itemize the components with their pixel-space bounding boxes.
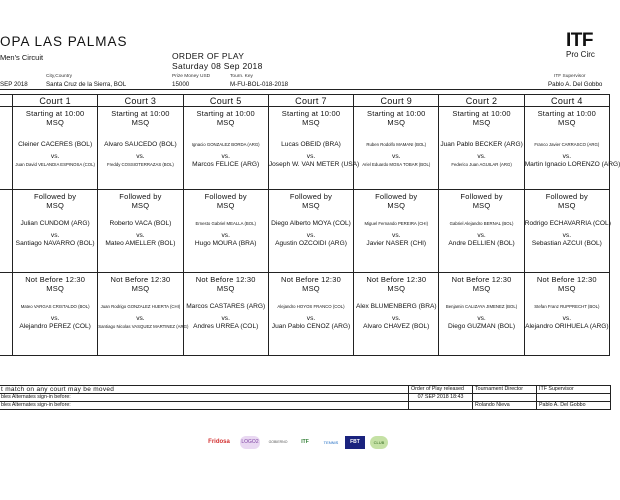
footer-supervisor-value: Pablo A. Del Gobbo	[537, 402, 611, 410]
player-two: Diego GUZMAN (BOL)	[448, 323, 516, 330]
director-value: Rolando Nieva	[473, 402, 537, 410]
match-cell	[13, 273, 98, 356]
match-time: Followed by	[375, 192, 418, 201]
player-one: Franco Javier CARRASCO (ARG)	[534, 142, 600, 147]
sponsor-logo: Fridosa	[205, 436, 233, 449]
match-event: MSQ	[216, 118, 235, 127]
match-cell	[13, 190, 98, 273]
player-two: Hugo MOURA (BRA)	[194, 240, 257, 247]
match-event: MSQ	[558, 284, 576, 293]
row-number	[0, 107, 13, 190]
match-time: Not Before 12:30	[281, 275, 341, 284]
match-cell	[354, 190, 439, 273]
match-time: Followed by	[34, 192, 77, 201]
match-time: Starting at 10:00	[281, 109, 341, 118]
row-number	[0, 190, 13, 273]
versus-label: vs.	[477, 232, 486, 239]
match-cell	[354, 107, 439, 190]
player-one: Julian CUNDOM (ARG)	[20, 220, 90, 227]
player-two: Marcos FELICE (ARG)	[192, 161, 260, 168]
match-cell	[98, 273, 189, 356]
player-one: Juan Pablo BECKER (ARG)	[440, 141, 523, 148]
versus-label: vs.	[221, 232, 230, 239]
alternates-line-1: bles Alternates sign-in before:	[0, 394, 409, 402]
match-time: Not Before 12:30	[536, 275, 597, 284]
match-event: MSQ	[472, 201, 491, 210]
city-value: Santa Cruz de la Sierra, BOL	[46, 81, 127, 88]
player-two: Freddy COSSIOTERRAZAS (BOL)	[106, 162, 174, 167]
match-event: MSQ	[216, 284, 235, 293]
court-header: Court 7	[268, 95, 353, 107]
match-event: MSQ	[472, 284, 491, 293]
match-cell	[524, 273, 609, 356]
player-two: Ariel Eduardo MOSA TOBAR (BOL)	[362, 162, 431, 167]
match-event: MSQ	[46, 201, 64, 210]
player-two: Sebastian AZCUI (BOL)	[531, 240, 602, 247]
tournament-title: OPA LAS PALMAS	[0, 34, 128, 49]
match-time: Not Before 12:30	[195, 275, 256, 284]
court-header: Court 2	[439, 95, 524, 107]
match-row	[0, 107, 610, 190]
versus-label: vs.	[221, 315, 230, 322]
versus-label: vs.	[306, 232, 316, 239]
match-time: Followed by	[545, 192, 588, 201]
prize-value: 15000	[172, 81, 190, 88]
match-time: Not Before 12:30	[451, 275, 512, 284]
match-time: Starting at 10:00	[452, 109, 511, 118]
match-time: Starting at 10:00	[196, 109, 255, 118]
versus-label: vs.	[50, 315, 60, 322]
match-cell	[268, 273, 353, 356]
match-event: MSQ	[131, 118, 150, 127]
prize-label: Prize Money USD	[172, 74, 211, 79]
supervisor-label: ITF Supervisor	[554, 74, 586, 79]
player-two: Martin Ignacio LORENZO (ARG)	[524, 161, 620, 168]
court-header: Court 3	[98, 95, 183, 107]
versus-label: vs.	[392, 315, 401, 322]
match-cell	[524, 107, 620, 190]
director-label: Tournament Director	[473, 386, 537, 394]
player-two: Alvaro CHAVEZ (BOL)	[363, 323, 430, 330]
match-event: MSQ	[472, 118, 491, 127]
match-event: MSQ	[216, 201, 235, 210]
sponsor-logo: ITF	[301, 439, 309, 445]
match-event: MSQ	[558, 201, 576, 210]
match-event: MSQ	[46, 118, 64, 127]
match-cell	[98, 107, 183, 190]
match-time: Followed by	[289, 192, 333, 201]
match-event: MSQ	[302, 118, 320, 127]
player-two: Juan David VELANDIA ESPINOSA (COL)	[15, 162, 95, 167]
match-time: Not Before 12:30	[25, 275, 86, 284]
match-cell	[524, 190, 609, 273]
player-two: Alejandro ORIHUELA (ARG)	[525, 323, 609, 330]
court-header: Court 5	[183, 95, 268, 107]
match-time: Starting at 10:00	[367, 109, 426, 118]
sponsor-logo: FBT	[345, 436, 365, 449]
footer-table	[0, 385, 611, 410]
versus-label: vs.	[221, 153, 230, 160]
versus-label: vs.	[136, 153, 145, 160]
versus-label: vs.	[562, 315, 572, 322]
match-cell	[354, 273, 439, 356]
order-of-play-date: Saturday 08 Sep 2018	[172, 61, 263, 71]
match-event: MSQ	[387, 201, 406, 210]
player-one: Gabriel Alejandro BERNAL (BOL)	[449, 221, 514, 226]
player-one: Stefan Franz RUPPRECHT (BOL)	[534, 304, 600, 309]
player-one: Alex BLUMENBERG (BRA)	[355, 303, 437, 310]
sponsor-logo: LOGO2	[240, 436, 260, 449]
court-header: Court 1	[13, 95, 98, 107]
player-one: Juan Rodrigo GONZALEZ HUERTA (CHI)	[100, 304, 181, 309]
match-cell	[98, 190, 183, 273]
header-divider	[0, 89, 600, 90]
player-two: Juan Pablo CENOZ (ARG)	[271, 323, 351, 330]
footer-note: t match on any court may be moved	[0, 386, 409, 394]
order-of-play-table	[0, 94, 620, 356]
match-time: Not Before 12:30	[366, 275, 427, 284]
match-time: Starting at 10:00	[537, 109, 597, 118]
versus-label: vs.	[306, 153, 316, 160]
sponsor-logo: CLUB	[370, 436, 388, 449]
released-value: 07 SEP 2018 18:43	[409, 394, 473, 402]
versus-label: vs.	[562, 232, 572, 239]
match-event: MSQ	[387, 284, 406, 293]
player-one: Alvaro SAUCEDO (BOL)	[104, 141, 177, 148]
player-one: Roberto VACA (BOL)	[109, 220, 172, 227]
player-one: Marcos CASTARES (ARG)	[186, 303, 266, 310]
versus-label: vs.	[136, 315, 145, 322]
footer-supervisor-label: ITF Supervisor	[537, 386, 611, 394]
alternates-line-2: bles Alternates sign-in before:	[0, 402, 409, 410]
player-two: Santiago Nicolas VASQUEZ MARTINEZ (ARG)	[98, 324, 189, 329]
match-cell	[439, 273, 524, 356]
player-one: Benjamin CALIZAYA JIMENEZ (BOL)	[445, 304, 518, 309]
player-two: Javier NASER (CHI)	[366, 240, 427, 247]
circuit-subtitle: Men's Circuit	[0, 53, 44, 62]
match-cell	[439, 107, 524, 190]
itf-logo-sub: Pro Circ	[566, 50, 595, 59]
row-number-header	[0, 95, 13, 107]
match-cell	[13, 107, 98, 190]
tourn-key-value: M-FU-BOL-018-2018	[230, 81, 289, 88]
versus-label: vs.	[306, 315, 316, 322]
versus-label: vs.	[136, 232, 145, 239]
player-two: Agustin OZCOIDI (ARG)	[275, 240, 347, 247]
match-event: MSQ	[131, 284, 150, 293]
itf-logo	[566, 31, 600, 59]
match-time: Followed by	[460, 192, 503, 201]
sponsor-logo: GOBIERNO	[268, 440, 288, 444]
released-label: Order of Play released	[409, 386, 473, 394]
director-empty	[473, 394, 537, 402]
match-event: MSQ	[46, 284, 64, 293]
player-one: Rodrigo ECHAVARRIA (COL)	[524, 220, 611, 227]
match-event: MSQ	[387, 118, 406, 127]
versus-label: vs.	[562, 153, 572, 160]
player-one: Cleiner CACERES (BOL)	[18, 141, 93, 148]
player-one: Ernesto Gabriel MEALLA (BOL)	[195, 221, 256, 226]
player-one: Ignacio GONZALEZ BORDA (ARG)	[191, 142, 260, 147]
player-two: Mateo AMELLER (BOL)	[105, 240, 176, 247]
supervisor-empty	[537, 394, 611, 402]
match-time: Followed by	[204, 192, 247, 201]
match-cell	[439, 190, 524, 273]
player-one: Alejandro HOYOS FRANCO (COL)	[277, 304, 345, 309]
match-cell	[268, 107, 360, 190]
match-row	[0, 190, 610, 273]
versus-label: vs.	[50, 153, 60, 160]
match-row	[0, 273, 610, 356]
row-number	[0, 273, 13, 356]
match-cell	[183, 107, 268, 190]
versus-label: vs.	[392, 153, 401, 160]
date-value: SEP 2018	[0, 81, 28, 88]
player-two: Andre DELLIEN (BOL)	[448, 240, 515, 247]
match-time: Starting at 10:00	[111, 109, 170, 118]
match-cell	[268, 190, 353, 273]
order-of-play-label: ORDER OF PLAY	[172, 51, 245, 61]
court-header-row	[0, 95, 610, 107]
supervisor-value: Pablo A. Del Gobbo	[548, 81, 603, 88]
match-time: Starting at 10:00	[25, 109, 85, 118]
versus-label: vs.	[477, 315, 486, 322]
player-one: Lucas OBEID (BRA)	[281, 141, 341, 148]
player-one: Ruben Rodolfo MAMANI (BOL)	[366, 142, 427, 147]
match-event: MSQ	[558, 118, 576, 127]
court-header: Court 4	[524, 95, 609, 107]
versus-label: vs.	[50, 232, 60, 239]
match-event: MSQ	[302, 284, 320, 293]
player-one: Diego Alberto MOYA (COL)	[271, 220, 351, 227]
player-two: Federico Juan AGUILAR (ARG)	[451, 162, 512, 167]
player-one: Miguel Fernando PEREIRA (CHI)	[364, 221, 429, 226]
player-two: Andres URREA (COL)	[193, 323, 259, 330]
city-label: City,Country	[46, 74, 73, 79]
released-empty	[409, 402, 473, 410]
match-cell	[183, 273, 268, 356]
match-event: MSQ	[131, 201, 150, 210]
player-two: Joseph W. VAN METER (USA)	[268, 161, 360, 168]
versus-label: vs.	[477, 153, 486, 160]
match-cell	[183, 190, 268, 273]
itf-logo-main: ITF	[566, 30, 593, 51]
player-two: Alejandro PEREZ (COL)	[19, 323, 91, 330]
tourn-key-label: Tourn. Key	[230, 74, 253, 79]
match-time: Not Before 12:30	[110, 275, 171, 284]
court-header: Court 9	[354, 95, 439, 107]
versus-label: vs.	[392, 232, 401, 239]
match-time: Followed by	[119, 192, 162, 201]
player-one: Mateo VARGAS CRISTALDO (BOL)	[20, 304, 90, 309]
sponsor-logo: TENNIS	[323, 440, 339, 445]
player-two: Santiago NAVARRO (BOL)	[15, 240, 95, 247]
match-event: MSQ	[302, 201, 320, 210]
